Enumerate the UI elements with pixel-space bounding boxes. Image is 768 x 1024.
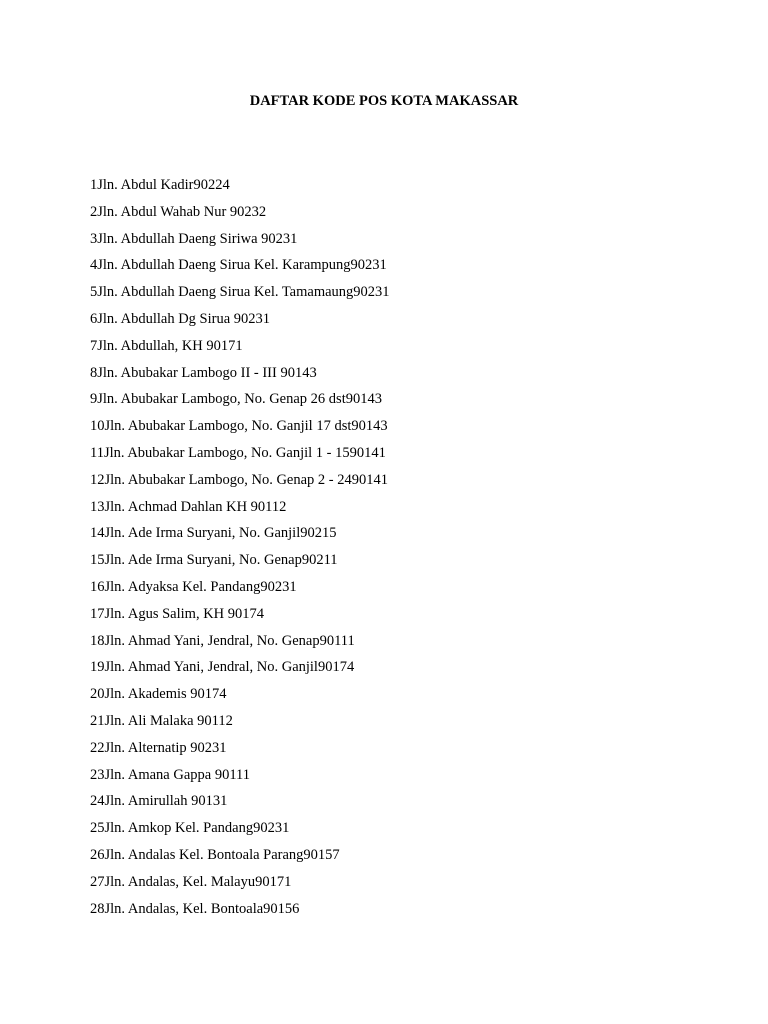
list-item: 15Jln. Ade Irma Suryani, No. Genap90211	[90, 552, 338, 569]
list-item: 25Jln. Amkop Kel. Pandang90231	[90, 820, 290, 837]
list-item: 17Jln. Agus Salim, KH 90174	[90, 605, 265, 622]
list-item: 20Jln. Akademis 90174	[90, 686, 227, 703]
list-item: 13Jln. Achmad Dahlan KH 90112	[90, 498, 287, 515]
postal-code-list	[90, 172, 390, 922]
list-item: 11Jln. Abubakar Lambogo, No. Ganjil 1 - 1590141	[90, 444, 386, 461]
list-item: 27Jln. Andalas, Kel. Malayu90171	[90, 873, 292, 890]
list-item: 3Jln. Abdullah Daeng Siriwa 90231	[90, 230, 298, 247]
list-item: 23Jln. Amana Gappa 90111	[90, 766, 251, 783]
list-item: 6Jln. Abdullah Dg Sirua 90231	[90, 310, 271, 327]
list-item: 21Jln. Ali Malaka 90112	[90, 712, 233, 729]
list-item: 2Jln. Abdul Wahab Nur 90232	[90, 203, 267, 220]
document-title: DAFTAR KODE POS KOTA MAKASSAR	[249, 93, 519, 109]
list-item: 24Jln. Amirullah 90131	[90, 793, 228, 810]
list-item: 12Jln. Abubakar Lambogo, No. Genap 2 - 2490141	[90, 471, 389, 488]
list-item: 9Jln. Abubakar Lambogo, No. Genap 26 dst90143	[90, 391, 382, 408]
list-item: 16Jln. Adyaksa Kel. Pandang90231	[90, 578, 297, 595]
list-item: 18Jln. Ahmad Yani, Jendral, No. Genap90111	[90, 632, 355, 649]
list-item: 22Jln. Alternatip 90231	[90, 739, 227, 756]
list-item: 5Jln. Abdullah Daeng Sirua Kel. Tamamaung90231	[90, 284, 390, 301]
list-item: 4Jln. Abdullah Daeng Sirua Kel. Karampung90231	[90, 257, 387, 274]
list-item: 28Jln. Andalas, Kel. Bontoala90156	[90, 900, 300, 917]
list-item: 10Jln. Abubakar Lambogo, No. Ganjil 17 dst90143	[90, 418, 388, 435]
list-item: 7Jln. Abdullah, KH 90171	[90, 337, 243, 354]
list-item: 19Jln. Ahmad Yani, Jendral, No. Ganjil90174	[90, 659, 355, 676]
list-item: 14Jln. Ade Irma Suryani, No. Ganjil90215	[90, 525, 337, 542]
list-item: 8Jln. Abubakar Lambogo II - III 90143	[90, 364, 317, 381]
list-item: 26Jln. Andalas Kel. Bontoala Parang90157	[90, 846, 340, 863]
list-item: 1Jln. Abdul Kadir90224	[90, 177, 230, 193]
